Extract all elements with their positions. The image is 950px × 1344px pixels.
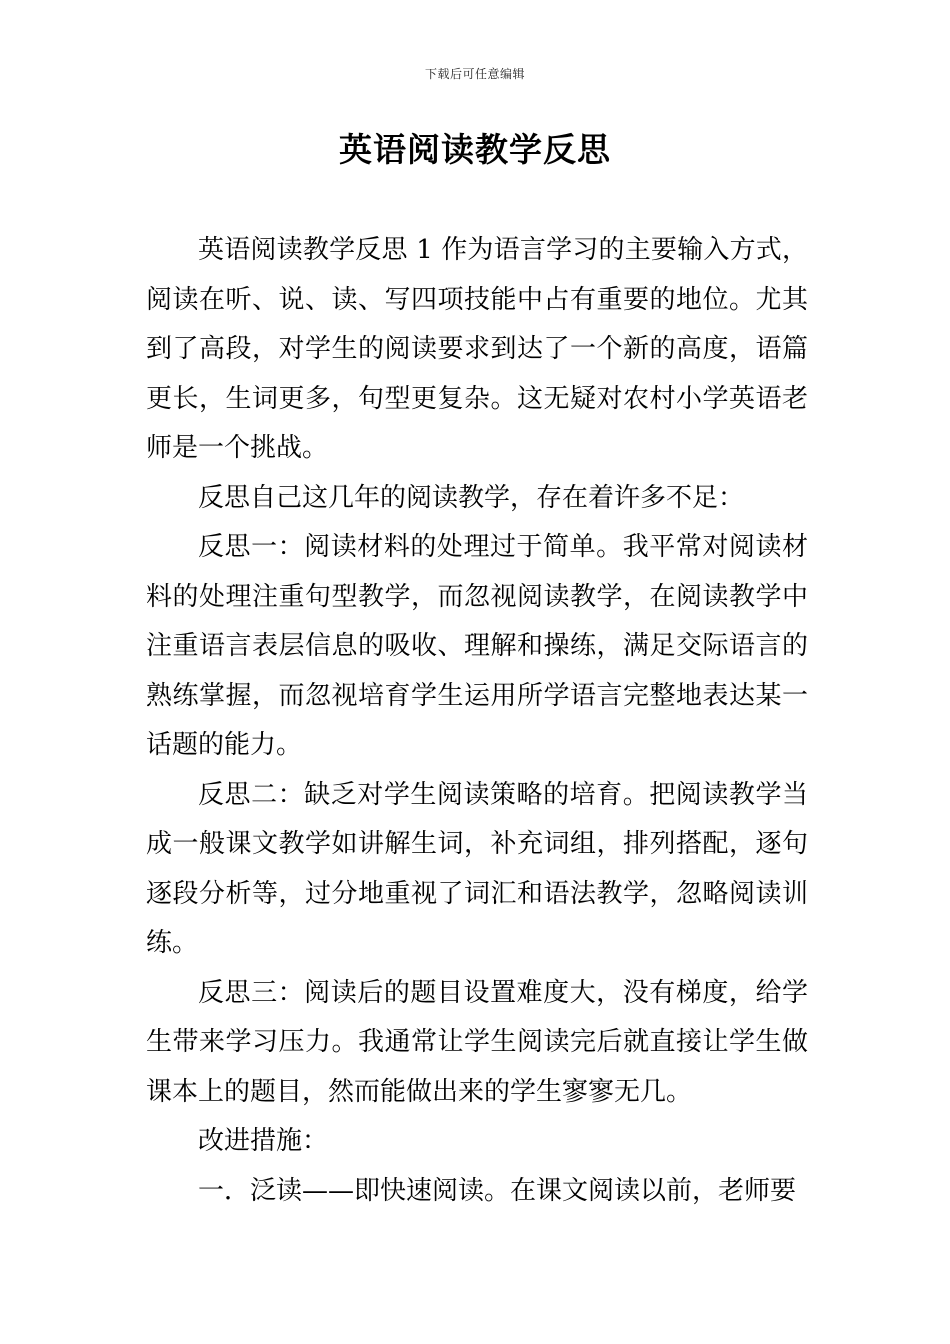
paragraph-measure-1: 一．泛读——即快速阅读。在课文阅读以前，老师要 — [198, 1175, 797, 1206]
header-note: 下载后可任意编辑 — [424, 67, 525, 81]
document-body — [146, 226, 808, 1216]
paragraph-reflection-2: 反思二：缺乏对学生阅读策略的培育。把阅读教学当成一般课文教学如讲解生词，补充词组，排列搭配，逐句逐段分析等，过分地重视了词汇和语法教学，忽略阅读训练。 — [146, 779, 808, 958]
paragraph-intro: 英语阅读教学反思 1 作为语言学习的主要输入方式，阅读在听、说、读、写四项技能中占有重要的地位。尤其到了高段，对学生的阅读要求到达了一个新的高度，语篇更长，生词更多，句型更复杂。这无疑对农村小学英语老师是一个挑战。 — [146, 235, 808, 463]
paragraph-improvement-heading: 改进措施： — [198, 1126, 329, 1156]
paragraph-reflection-1: 反思一：阅读材料的处理过于简单。我平常对阅读材料的处理注重句型教学，而忽视阅读教学，在阅读教学中注重语言表层信息的吸收、理解和操练，满足交际语言的熟练掌握，而忽视培育学生运用所学语言完整地表达某一话题的能力。 — [146, 532, 808, 760]
paragraph-shortcomings: 反思自己这几年的阅读教学，存在着许多不足： — [198, 482, 745, 513]
paragraph-reflection-3: 反思三：阅读后的题目设置难度大，没有梯度，给学生带来学习压力。我通常让学生阅读完后就直接让学生做课本上的题目，然而能做出来的学生寥寥无几。 — [146, 977, 808, 1107]
document-title: 英语阅读教学反思 — [339, 130, 611, 169]
